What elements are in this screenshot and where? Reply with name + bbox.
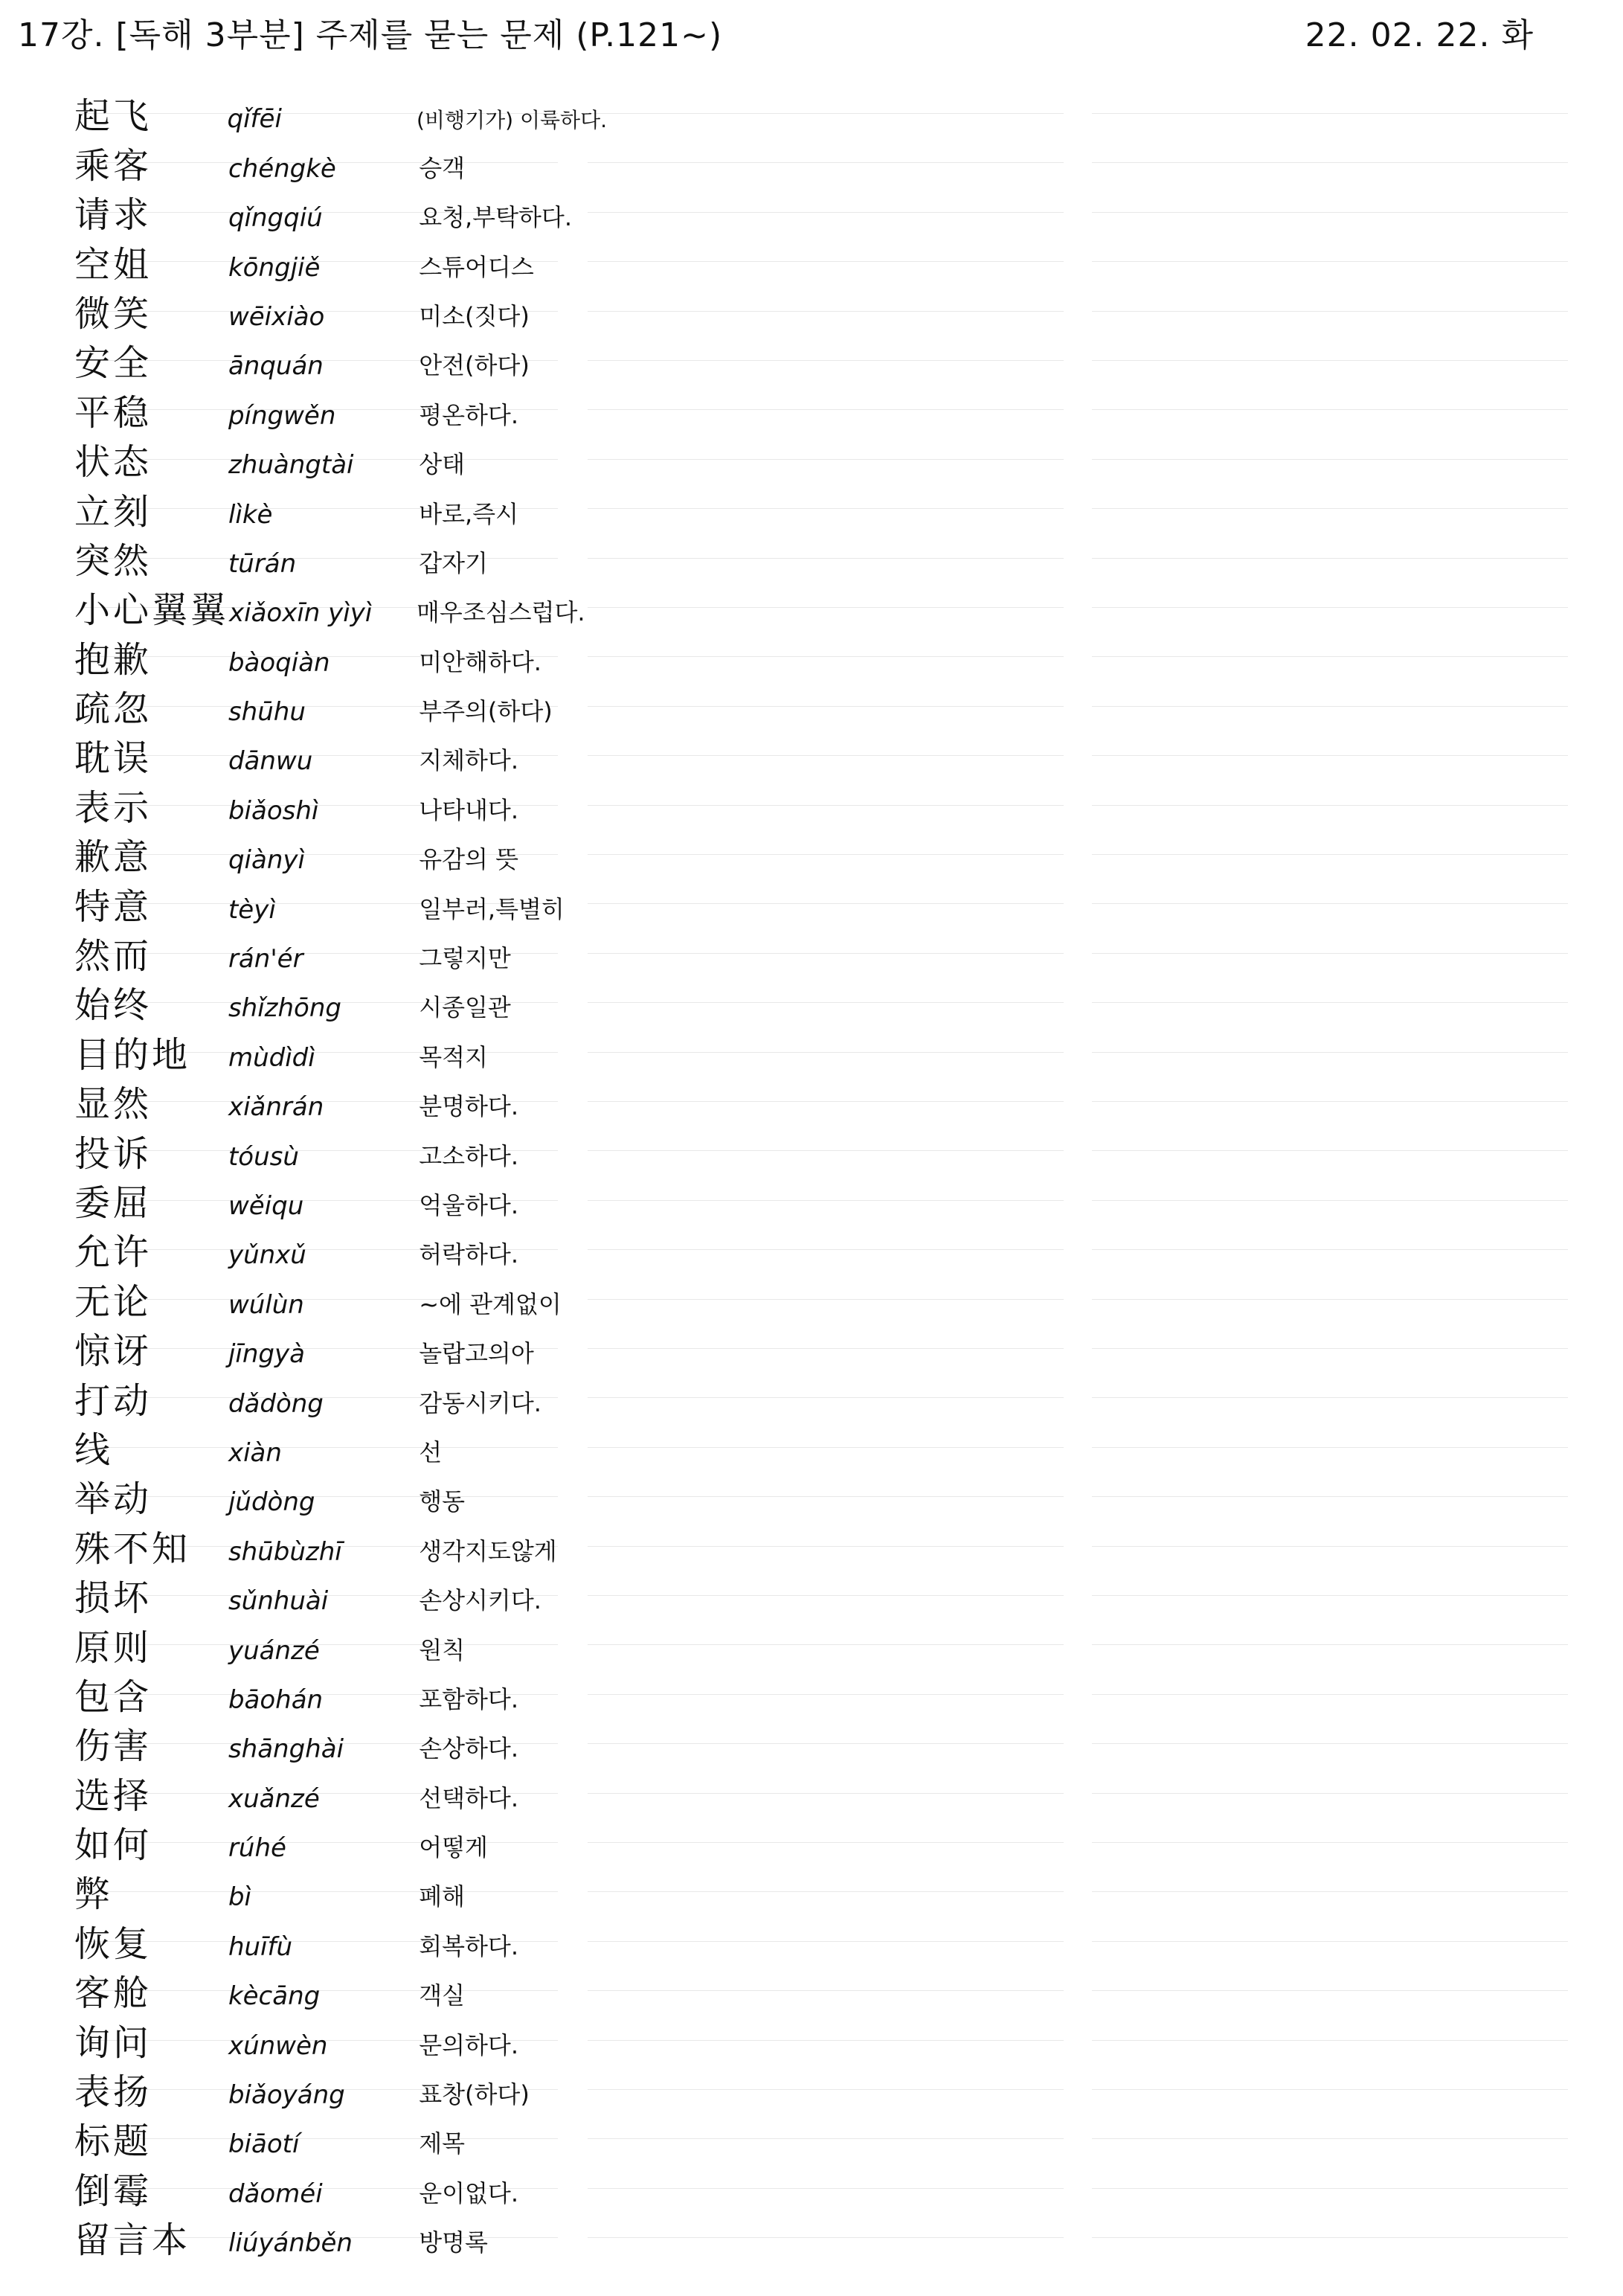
vocab-hanzi: 投诉 [74, 1132, 152, 1175]
ruled-line [588, 409, 1064, 410]
ruled-line [588, 459, 1064, 460]
vocab-hanzi: 歉意 [74, 836, 152, 879]
ruled-line [588, 1200, 1064, 1201]
vocab-hanzi: 空姐 [74, 243, 152, 286]
vocab-row [74, 1225, 580, 1274]
vocab-hanzi: 打动 [74, 1379, 152, 1422]
ruled-line [588, 113, 1064, 114]
vocab-row [74, 929, 580, 978]
vocab-pinyin: shǐzhōng [228, 993, 341, 1024]
page-header [18, 6, 1534, 58]
vocab-row [74, 1126, 580, 1176]
vocab-row [74, 1867, 580, 1917]
vocab-meaning: 포함하다. [419, 1684, 519, 1713]
vocab-row [74, 1324, 580, 1373]
vocab-pinyin: ānquán [228, 351, 324, 382]
ruled-line [1092, 261, 1568, 262]
ruled-line [588, 212, 1064, 213]
vocab-pinyin: shānghài [228, 1734, 344, 1765]
vocab-meaning: 억울하다. [419, 1190, 519, 1219]
vocab-hanzi: 疏忽 [74, 688, 152, 731]
vocab-meaning: 어떻게 [419, 1833, 488, 1862]
ruled-line [588, 1595, 1064, 1596]
vocab-pinyin: tóusù [228, 1141, 299, 1172]
vocab-meaning: 나타내다. [419, 795, 519, 824]
vocab-hanzi: 始终 [74, 984, 152, 1027]
vocab-meaning: 생각지도않게 [419, 1536, 557, 1565]
ruled-line [1092, 1249, 1568, 1250]
vocab-row [74, 237, 580, 286]
vocab-hanzi: 客舱 [74, 1972, 152, 2015]
vocab-row [74, 188, 580, 237]
vocab-meaning: 폐해 [419, 1882, 466, 1911]
vocab-pinyin: wēixiào [228, 301, 325, 332]
vocab-hanzi: 目的地 [74, 1033, 191, 1076]
vocab-pinyin: dǎdòng [228, 1388, 324, 1419]
ruled-line [1092, 311, 1568, 312]
ruled-line [588, 903, 1064, 904]
vocab-row [74, 1423, 580, 1472]
vocab-pinyin: dǎoméi [228, 2178, 323, 2209]
vocab-row [74, 2016, 580, 2065]
vocab-row [74, 336, 580, 385]
ruled-line [1092, 1397, 1568, 1398]
ruled-line [1092, 1150, 1568, 1151]
vocab-row [74, 1077, 580, 1126]
vocab-meaning: 유감의 뜻 [419, 845, 519, 874]
vocab-row [74, 2114, 580, 2164]
vocab-pinyin: bàoqiàn [228, 647, 330, 678]
vocab-row [74, 1719, 580, 1769]
vocab-row [74, 287, 580, 336]
vocab-hanzi: 耽误 [74, 737, 152, 780]
vocab-hanzi: 线 [74, 1428, 114, 1471]
vocab-hanzi: 安全 [74, 342, 152, 385]
ruled-line [1092, 113, 1568, 114]
ruled-line [1092, 903, 1568, 904]
vocab-hanzi: 状态 [74, 441, 152, 484]
vocab-pinyin: bì [228, 1882, 251, 1913]
ruled-line [1092, 656, 1568, 657]
ruled-line [588, 1150, 1064, 1151]
vocab-hanzi: 留言本 [74, 2219, 191, 2262]
vocab-hanzi: 立刻 [74, 490, 152, 533]
ruled-line [1092, 1002, 1568, 1003]
vocab-row [74, 1966, 580, 2016]
vocab-meaning: 회복하다. [419, 1931, 519, 1960]
vocab-row [74, 1571, 580, 1620]
ruled-line [588, 854, 1064, 855]
vocab-hanzi: 请求 [74, 194, 152, 237]
ruled-line [588, 2188, 1064, 2189]
ruled-line [1092, 2138, 1568, 2139]
vocab-meaning: 방명록 [419, 2228, 488, 2257]
ruled-line [588, 360, 1064, 361]
vocab-row [74, 1917, 580, 1966]
vocab-hanzi: 显然 [74, 1083, 152, 1126]
vocab-pinyin: xiǎoxīn yìyì [229, 598, 373, 629]
vocab-pinyin: qǐngqiú [228, 203, 323, 234]
vocab-meaning: 요청,부탁하다. [419, 203, 573, 232]
vocab-pinyin: sǔnhuài [228, 1586, 329, 1617]
vocab-pinyin: wúlùn [228, 1289, 304, 1320]
ruled-line [588, 607, 1064, 608]
vocab-hanzi: 殊不知 [74, 1527, 191, 1570]
ruled-line [588, 1793, 1064, 1794]
vocab-row [74, 978, 580, 1027]
vocab-pinyin: jǔdòng [228, 1487, 315, 1518]
vocab-row [74, 1027, 580, 1077]
ruled-line [588, 1842, 1064, 1843]
vocab-hanzi: 微笑 [74, 292, 152, 335]
ruled-line [1092, 2089, 1568, 2090]
ruled-line [1092, 1941, 1568, 1942]
vocab-row [74, 682, 580, 731]
vocab-pinyin: tèyì [228, 894, 276, 925]
vocab-hanzi: 弊 [74, 1873, 114, 1916]
vocab-hanzi: 损坏 [74, 1577, 152, 1620]
vocab-meaning: 운이없다. [419, 2178, 519, 2207]
ruled-line [588, 2089, 1064, 2090]
vocab-hanzi: 标题 [74, 2120, 152, 2163]
vocab-row [74, 1769, 580, 1818]
ruled-line [1092, 508, 1568, 509]
ruled-line [588, 755, 1064, 756]
ruled-line [1092, 1842, 1568, 1843]
ruled-line [1092, 1496, 1568, 1497]
ruled-line [1092, 1447, 1568, 1448]
ruled-line [1092, 1348, 1568, 1349]
vocab-meaning: 문의하다. [419, 2030, 519, 2059]
vocab-pinyin: xuǎnzé [228, 1783, 320, 1814]
vocab-pinyin: píngwěn [228, 400, 336, 431]
vocab-hanzi: 倒霉 [74, 2170, 152, 2212]
ruled-line [1092, 409, 1568, 410]
ruled-line [1092, 1793, 1568, 1794]
vocab-meaning: 목적지 [419, 1042, 488, 1071]
vocab-hanzi: 无论 [74, 1280, 152, 1323]
vocab-hanzi: 恢复 [74, 1923, 152, 1965]
ruled-line [588, 1249, 1064, 1250]
vocab-row [74, 435, 580, 484]
vocab-row [74, 780, 580, 830]
ruled-column-right [1092, 113, 1568, 2271]
ruled-line [588, 1496, 1064, 1497]
vocab-meaning: 지체하다. [419, 746, 519, 775]
ruled-line [588, 1348, 1064, 1349]
ruled-line [588, 706, 1064, 707]
ruled-line [1092, 1101, 1568, 1102]
vocab-hanzi: 表示 [74, 786, 152, 829]
ruled-line [588, 1941, 1064, 1942]
ruled-line [588, 162, 1064, 163]
ruled-line [588, 1397, 1064, 1398]
vocab-pinyin: qiànyì [228, 845, 305, 876]
ruled-line [1092, 1052, 1568, 1053]
ruled-line [1092, 2237, 1568, 2238]
ruled-line [588, 2040, 1064, 2041]
vocab-row [74, 385, 580, 434]
ruled-line [1092, 1546, 1568, 1547]
page-date: 22. 02. 22. 화 [1305, 16, 1534, 54]
ruled-line [1092, 1299, 1568, 1300]
vocab-hanzi: 特意 [74, 885, 152, 928]
vocab-meaning: 고소하다. [419, 1141, 519, 1170]
vocab-hanzi: 表扬 [74, 2071, 152, 2114]
vocab-hanzi: 伤害 [74, 1725, 152, 1768]
ruled-line [1092, 1200, 1568, 1201]
ruled-line [1092, 1743, 1568, 1744]
vocab-pinyin: lìkè [228, 499, 273, 530]
ruled-line [588, 508, 1064, 509]
vocab-row [74, 534, 580, 583]
vocab-meaning: 미안해하다. [419, 647, 541, 676]
ruled-line [588, 1891, 1064, 1892]
ruled-line [588, 558, 1064, 559]
vocab-meaning: 갑자기 [419, 548, 488, 577]
vocab-meaning: 미소(짓다) [419, 301, 530, 330]
ruled-line [588, 1644, 1064, 1645]
vocab-hanzi: 突然 [74, 539, 152, 582]
ruled-line [1092, 459, 1568, 460]
ruled-line [588, 953, 1064, 954]
vocab-pinyin: yǔnxǔ [228, 1240, 306, 1271]
ruled-line [588, 1299, 1064, 1300]
vocab-pinyin: qǐfēi [227, 104, 282, 135]
vocab-row [74, 1620, 580, 1670]
ruled-line [1092, 2040, 1568, 2041]
ruled-line [588, 1002, 1064, 1003]
vocab-meaning: 매우조심스럽다. [417, 598, 585, 627]
ruled-line [588, 656, 1064, 657]
vocab-meaning: 제목 [419, 2129, 466, 2158]
vocab-row [74, 1521, 580, 1571]
vocab-meaning: 행동 [419, 1487, 466, 1516]
ruled-line [588, 311, 1064, 312]
vocab-meaning: 분명하다. [419, 1092, 519, 1121]
vocab-pinyin: kècāng [228, 1981, 321, 2012]
ruled-line [1092, 805, 1568, 806]
vocab-pinyin: liúyánběn [228, 2228, 353, 2259]
vocab-pinyin: kōngjiě [228, 252, 321, 283]
vocab-pinyin: xúnwèn [228, 2030, 328, 2061]
vocab-hanzi: 如何 [74, 1824, 152, 1867]
vocab-meaning: 부주의(하다) [419, 697, 553, 726]
vocab-pinyin: dānwu [228, 746, 313, 777]
ruled-line [588, 2138, 1064, 2139]
ruled-line [588, 805, 1064, 806]
vocab-row [74, 1472, 580, 1521]
vocab-meaning: 승객 [419, 153, 466, 182]
ruled-line [1092, 360, 1568, 361]
vocab-meaning: 그렇지만 [419, 944, 511, 973]
vocab-meaning: 놀랍고의아 [419, 1339, 534, 1368]
ruled-line [1092, 607, 1568, 608]
vocab-pinyin: biāotí [228, 2129, 300, 2160]
vocab-row [74, 2164, 580, 2213]
vocab-hanzi: 询问 [74, 2021, 152, 2064]
vocab-pinyin: wěiqu [228, 1190, 304, 1221]
ruled-line [1092, 2188, 1568, 2189]
vocab-pinyin: mùdìdì [228, 1042, 315, 1073]
vocab-hanzi: 原则 [74, 1626, 152, 1669]
vocab-hanzi: 然而 [74, 935, 152, 978]
ruled-line [1092, 1990, 1568, 1991]
ruled-line [1092, 706, 1568, 707]
ruled-line [588, 1694, 1064, 1695]
vocab-hanzi: 抱歉 [74, 638, 152, 681]
ruled-line [1092, 1644, 1568, 1645]
vocab-row [74, 879, 580, 929]
vocab-meaning: 손상하다. [419, 1734, 519, 1763]
vocab-row [74, 2213, 580, 2263]
vocab-pinyin: bāohán [228, 1684, 324, 1715]
vocab-pinyin: xiàn [228, 1437, 282, 1468]
ruled-line [588, 1990, 1064, 1991]
vocab-meaning: 원칙 [419, 1635, 466, 1664]
ruled-line [588, 261, 1064, 262]
vocab-hanzi: 惊讶 [74, 1330, 152, 1373]
vocab-hanzi: 包含 [74, 1675, 152, 1718]
vocab-meaning: 허락하다. [419, 1240, 519, 1269]
page-title: 17강. [독해 3부분] 주제를 묻는 문제 (P.121~) [18, 16, 723, 54]
vocab-meaning: ~에 관계없이 [419, 1289, 562, 1318]
vocab-hanzi: 小心翼翼 [74, 589, 230, 632]
vocab-pinyin: rúhé [228, 1833, 286, 1864]
vocab-meaning: 객실 [419, 1981, 466, 2010]
vocab-hanzi: 选择 [74, 1774, 152, 1817]
vocab-pinyin: zhuàngtài [228, 450, 354, 481]
vocab-meaning: 스튜어디스 [419, 252, 534, 281]
vocab-row [74, 731, 580, 780]
vocab-row [74, 89, 608, 138]
ruled-line [1092, 212, 1568, 213]
vocab-pinyin: biǎoshì [228, 795, 319, 826]
vocab-pinyin: shūhu [228, 697, 306, 728]
vocab-row [74, 583, 585, 632]
ruled-line [588, 1447, 1064, 1448]
vocab-pinyin: jīngyà [228, 1339, 305, 1370]
vocab-pinyin: biǎoyáng [228, 2080, 345, 2111]
ruled-line [588, 1101, 1064, 1102]
vocab-row [74, 1373, 580, 1423]
ruled-line [1092, 558, 1568, 559]
vocab-row [74, 632, 580, 682]
vocab-list [74, 89, 608, 2263]
vocab-row [74, 830, 580, 879]
vocab-row [74, 1818, 580, 1867]
vocab-pinyin: yuánzé [228, 1635, 320, 1666]
vocab-meaning: 선택하다. [419, 1783, 519, 1812]
vocab-meaning: (비행기가) 이륙하다. [417, 108, 608, 133]
ruled-line [588, 2237, 1064, 2238]
vocab-meaning: 안전(하다) [419, 351, 530, 380]
vocab-hanzi: 委屈 [74, 1181, 152, 1224]
vocab-hanzi: 平稳 [74, 391, 152, 434]
vocab-pinyin: tūrán [228, 548, 297, 579]
ruled-line [1092, 755, 1568, 756]
ruled-line [1092, 1891, 1568, 1892]
ruled-line [1092, 162, 1568, 163]
vocab-meaning: 상태 [419, 450, 466, 479]
ruled-line [1092, 1595, 1568, 1596]
vocab-pinyin: huīfù [228, 1931, 293, 1962]
vocab-pinyin: xiǎnrán [228, 1092, 324, 1123]
vocab-meaning: 평온하다. [419, 400, 519, 429]
ruled-line [1092, 1694, 1568, 1695]
vocab-row [74, 1176, 580, 1225]
ruled-column-middle [588, 113, 1064, 2271]
vocab-row [74, 1274, 580, 1324]
vocab-meaning: 감동시키다. [419, 1388, 541, 1417]
ruled-line [1092, 854, 1568, 855]
vocab-meaning: 바로,즉시 [419, 499, 519, 528]
vocab-meaning: 선 [419, 1437, 443, 1466]
vocab-meaning: 표창(하다) [419, 2080, 530, 2109]
ruled-line [588, 1052, 1064, 1053]
vocab-hanzi: 起飞 [74, 95, 152, 138]
vocab-meaning: 손상시키다. [419, 1586, 541, 1615]
vocab-row [74, 138, 580, 187]
ruled-line [588, 1743, 1064, 1744]
vocab-hanzi: 举动 [74, 1478, 152, 1521]
vocab-row [74, 2065, 580, 2114]
vocab-meaning: 일부러,특별히 [419, 894, 565, 923]
vocab-pinyin: shūbùzhī [228, 1536, 342, 1567]
ruled-line [1092, 953, 1568, 954]
vocab-row [74, 484, 580, 533]
vocab-pinyin: rán'ér [228, 944, 303, 975]
vocab-row [74, 1670, 580, 1719]
ruled-line [588, 1546, 1064, 1547]
vocab-meaning: 시종일관 [419, 993, 511, 1022]
vocab-hanzi: 允许 [74, 1231, 152, 1274]
vocab-hanzi: 乘客 [74, 144, 152, 187]
vocab-pinyin: chéngkè [228, 153, 336, 184]
